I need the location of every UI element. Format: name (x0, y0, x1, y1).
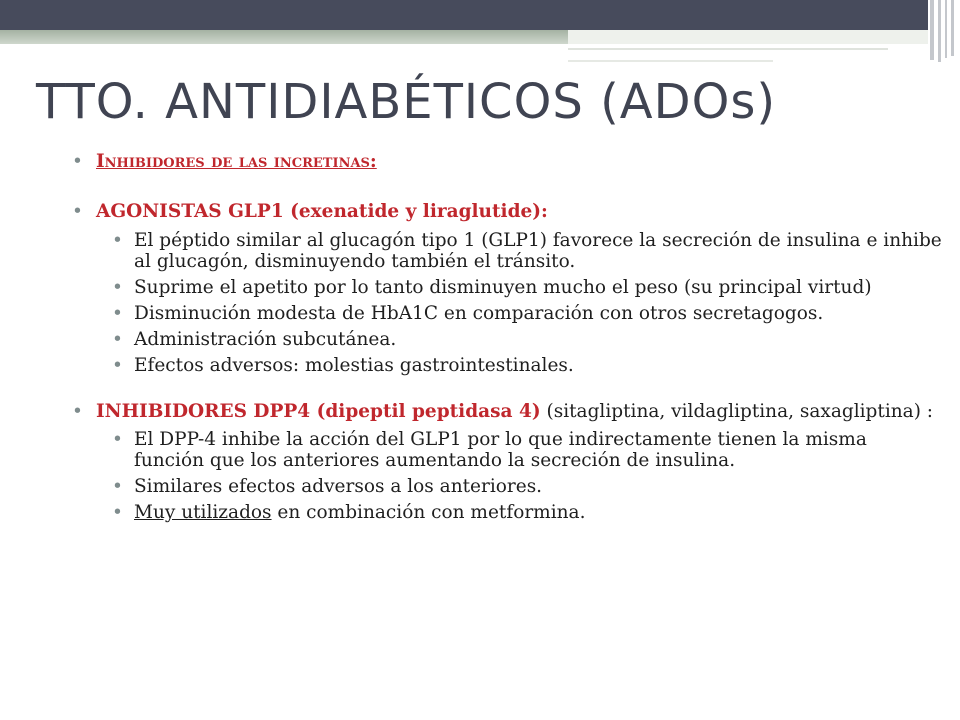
top-bar-stripes (928, 0, 960, 60)
incretinas-heading: Inhibidores de las incretinas: (96, 151, 377, 172)
metformina-text: en combinación con metformina. (271, 502, 586, 523)
top-bar (0, 0, 928, 30)
dpp4-heading: INHIBIDORES DPP4 (dipeptil peptidasa 4) (96, 401, 541, 422)
bullet-glp1 (72, 200, 942, 223)
accent-line-short (568, 60, 773, 62)
bullet-incretinas (72, 150, 942, 173)
bullet-dpp4 (72, 400, 942, 423)
glp1-item: • El péptido similar al glucagón tipo 1 (GLP1) favorece la secreción de insulina e inhibe al glucagón, disminuyendo también el tránsito. (112, 230, 942, 272)
muy-utilizados-text: Muy utilizados (134, 502, 272, 523)
glp1-item: • Suprime el apetito por lo tanto disminuyen mucho el peso (su principal virtud) (112, 277, 942, 298)
glp1-item: • Efectos adversos: molestias gastrointestinales. (112, 355, 942, 376)
accent-bar (0, 30, 568, 44)
glp1-item: • Administración subcutánea. (112, 329, 942, 350)
accent-bar-light (568, 30, 928, 44)
glp1-item: • Disminución modesta de HbA1C en comparación con otros secretagogos. (112, 303, 942, 324)
accent-line (568, 48, 888, 50)
slide-content (72, 150, 942, 523)
slide-title: TTO. ANTIDIABÉTICOS (ADOs) (36, 74, 777, 130)
dpp4-heading-rest: (sitagliptina, vildagliptina, saxagliptina) : (540, 401, 934, 422)
dpp4-item: • El DPP-4 inhibe la acción del GLP1 por lo que indirectamente tienen la misma función que los anteriores aumentando la secreción de insulina. (112, 429, 942, 471)
dpp4-item (112, 502, 942, 523)
glp1-heading: AGONISTAS GLP1 (exenatide y liraglutide): (96, 201, 548, 222)
dpp4-item: • Similares efectos adversos a los anteriores. (112, 476, 942, 497)
